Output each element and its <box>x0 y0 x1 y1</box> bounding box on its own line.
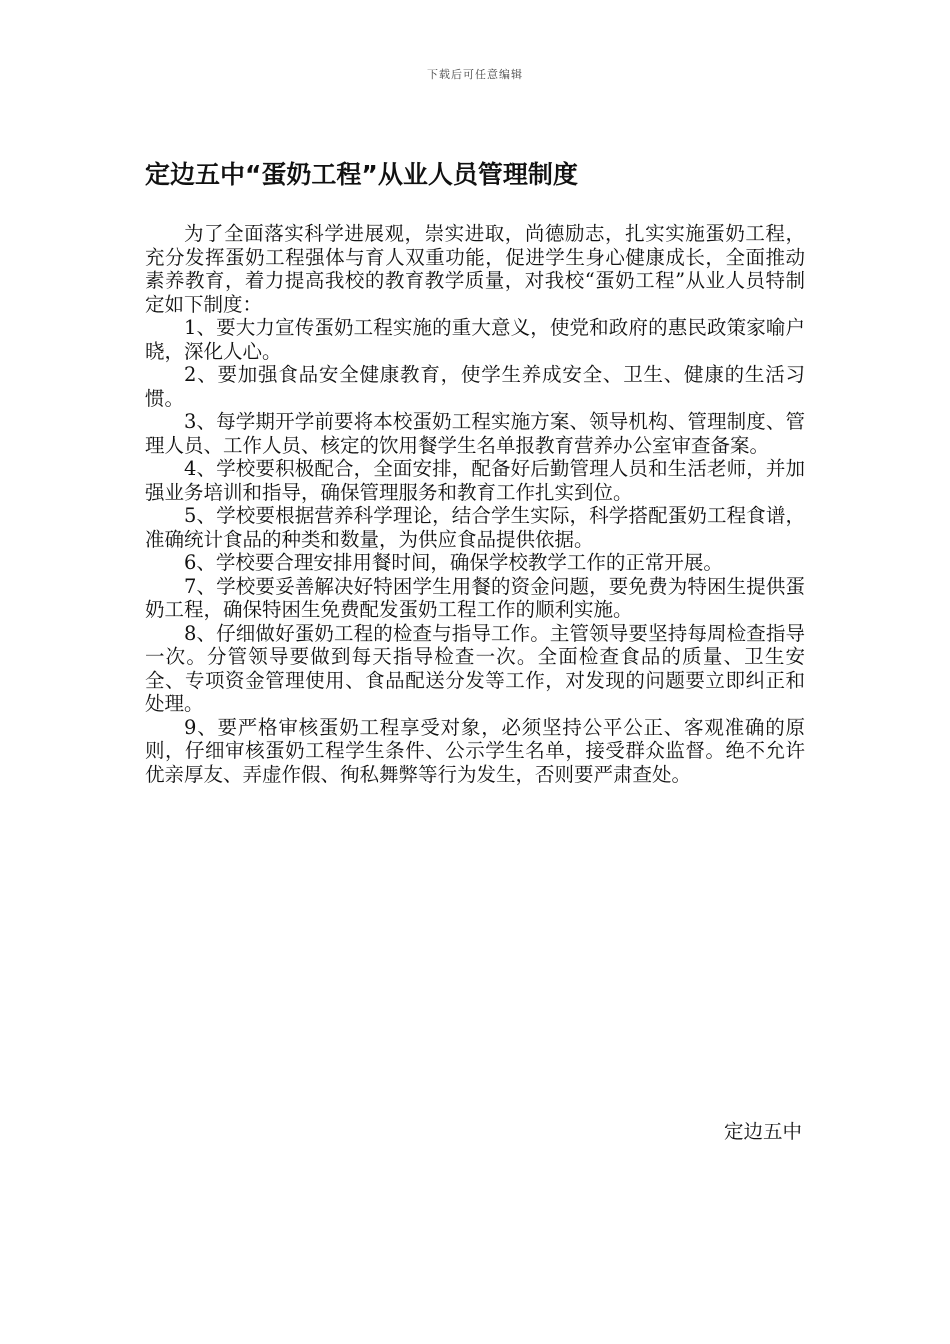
rule-paragraph-1: 1、要大力宣传蛋奶工程实施的重大意义，使党和政府的惠民政策家喻户晓，深化人心。 <box>145 316 805 363</box>
document-title: 定边五中“蛋奶工程”从业人员管理制度 <box>145 160 578 189</box>
rule-paragraph-9: 9、要严格审核蛋奶工程享受对象，必须坚持公平公正、客观准确的原则，仔细审核蛋奶工程学生条件、公示学生名单，接受群众监督。绝不允许优亲厚友、弄虚作假、徇私舞弊等行为发生，否则要严肃查处。 <box>145 715 805 786</box>
rule-paragraph-2: 2、要加强食品安全健康教育，使学生养成安全、卫生、健康的生活习惯。 <box>145 363 805 410</box>
intro-paragraph: 为了全面落实科学进展观，崇实进取，尚德励志，扎实实施蛋奶工程，充分发挥蛋奶工程强体与育人双重功能，促进学生身心健康成长，全面推动素养教育，着力提高我校的教育教学质量，对我校“蛋奶工程”从业人员特制定如下制度： <box>145 222 805 316</box>
rule-paragraph-6: 6、学校要合理安排用餐时间，确保学校教学工作的正常开展。 <box>184 551 723 574</box>
rule-paragraph-7: 7、学校要妥善解决好特困学生用餐的资金问题，要免费为特困生提供蛋奶工程，确保特困生免费配发蛋奶工程工作的顺利实施。 <box>145 574 805 621</box>
document-body <box>145 222 805 786</box>
signature: 定边五中 <box>723 1120 802 1143</box>
header-note: 下载后可任意编辑 <box>427 68 523 81</box>
rule-paragraph-5: 5、学校要根据营养科学理论，结合学生实际，科学搭配蛋奶工程食谱，准确统计食品的种类和数量，为供应食品提供依据。 <box>145 504 805 551</box>
rule-paragraph-8: 8、仔细做好蛋奶工程的检查与指导工作。主管领导要坚持每周检查指导一次。分管领导要做到每天指导检查一次。全面检查食品的质量、卫生安全、专项资金管理使用、食品配送分发等工作，对发现的问题要立即纠正和处理。 <box>145 621 805 715</box>
rule-paragraph-4: 4、学校要积极配合，全面安排，配备好后勤管理人员和生活老师，并加强业务培训和指导，确保管理服务和教育工作扎实到位。 <box>145 457 805 504</box>
rule-paragraph-3: 3、每学期开学前要将本校蛋奶工程实施方案、领导机构、管理制度、管理人员、工作人员、核定的饮用餐学生名单报教育营养办公室审查备案。 <box>145 410 805 457</box>
